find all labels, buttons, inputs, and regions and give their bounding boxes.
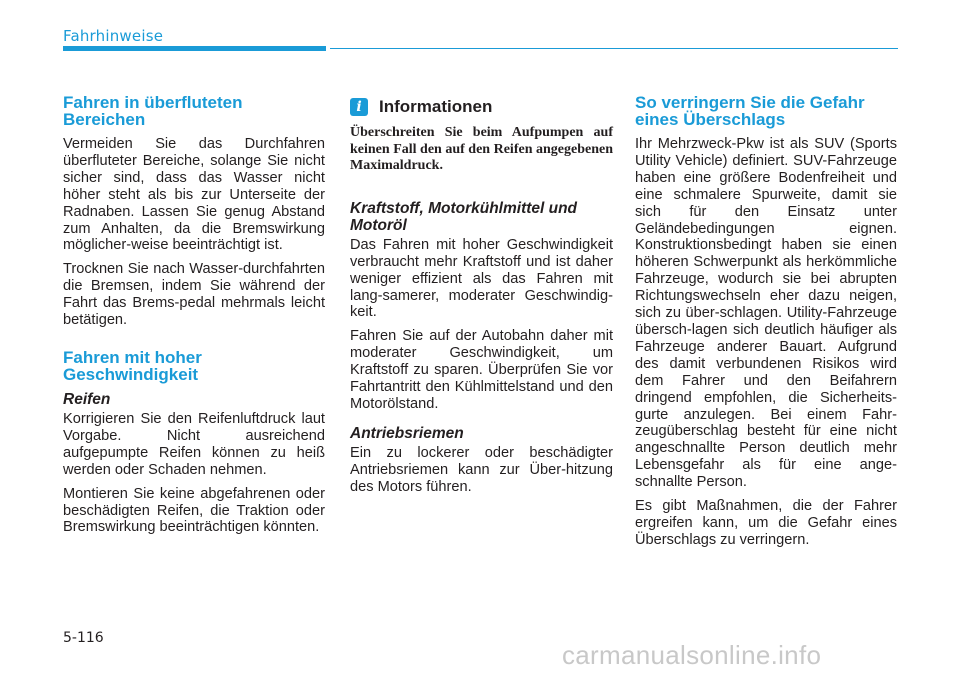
paragraph-rollover-2: Es gibt Maßnahmen, die der Fahrer ergreifen kann, um die Gefahr eines Überschlags zu verringern. (635, 498, 897, 548)
section-title: Fahrhinweise (63, 27, 164, 45)
column-middle (350, 94, 613, 503)
header-rule-thin (330, 48, 898, 49)
column-right (635, 94, 897, 556)
paragraph-flood-1: Vermeiden Sie das Durchfahren überfluteter Bereiche, solange Sie nicht sicher sind, dass das Wasser nicht höher steht als bis zur Unterseite der Radnaben. Lassen Sie genug Abstand zum Anhalten, da die Bremswirkung möglicher-weise beeinträchtigt ist. (63, 136, 325, 254)
subheading-tyres: Reifen (63, 390, 111, 408)
info-text: Überschreiten Sie beim Aufpumpen auf keinen Fall den auf den Reifen angegebenen Maximaldruck. (350, 125, 613, 174)
header-rule-thick (63, 46, 326, 51)
heading-rollover: So verringern Sie die Gefahr eines Überschlags (635, 93, 865, 129)
info-icon: i (350, 98, 368, 116)
info-box-header (350, 97, 613, 117)
heading-high-speed: Fahren mit hoher Geschwindigkeit (63, 347, 202, 384)
paragraph-tyres-1: Korrigieren Sie den Reifenluftdruck laut Vorgabe. Nicht ausreichend aufgepumpte Reifen können zu heiß werden oder Schaden nehmen. (63, 410, 325, 478)
paragraph-fuel-2: Fahren Sie auf der Autobahn daher mit moderater Geschwindigkeit, um Kraftstoff zu sparen. Überprüfen Sie vor Fahrtantritt den Kühlmittelstand und den Motorölstand. (350, 328, 613, 412)
page-number: 5-116 (63, 630, 104, 646)
paragraph-rollover-1: Ihr Mehrzweck-Pkw ist als SUV (Sports Utility Vehicle) definiert. SUV-Fahrzeuge haben eine größere Bodenfreiheit und eine schmalere Spurweite, damit sie sich für den Einsatz unter Geländebedingungen eignen. Konstruktionsbedingt haben sie einen höheren Schwerpunkt als herkömmliche Fahrzeuge, wodurch sie bei abrupten Richtungswechseln eher dazu neigen, sich zu über-schlagen. Utility-Fahrzeuge übersch-lagen sich deutlich häufiger als Fahrzeuge anderer Bauart. Aufgrund des damit verbundenen Risikos wird dem Fahrer und den Beifahrern dringend empfohlen, die Sicherheits-gurte anzulegen. Bei einem Fahr-zeugüberschlag besteht für eine nicht angeschnallte Person deutlich mehr Lebensgefahr als für eine ange-schnallte Person. (635, 136, 897, 491)
subheading-fuel-coolant-oil: Kraftstoff, Motorkühlmittel und Motoröl (350, 199, 578, 234)
paragraph-tyres-2: Montieren Sie keine abgefahrenen oder beschädigten Reifen, die Traktion oder Bremswirkung beeinträchtigen könnten. (63, 485, 325, 536)
paragraph-flood-2: Trocknen Sie nach Wasser-durchfahrten die Bremsen, indem Sie während der Fahrt das Brems-pedal mehrmals leicht betätigen. (63, 261, 325, 329)
info-title: Informationen (379, 97, 493, 116)
watermark: carmanualsonline.info (562, 640, 822, 670)
paragraph-drive-belt: Ein zu lockerer oder beschädigter Antriebsriemen kann zur Über-hitzung des Motors führen. (350, 444, 613, 495)
subheading-drive-belt: Antriebsriemen (350, 424, 464, 442)
column-left (63, 94, 325, 543)
paragraph-fuel-1: Das Fahren mit hoher Geschwindigkeit verbraucht mehr Kraftstoff und ist daher weniger effizient als das Fahren mit lang-samerer, moderater Geschwindig-keit. (350, 236, 613, 321)
heading-flooded-areas: Fahren in überfluteten Bereichen (63, 93, 243, 129)
